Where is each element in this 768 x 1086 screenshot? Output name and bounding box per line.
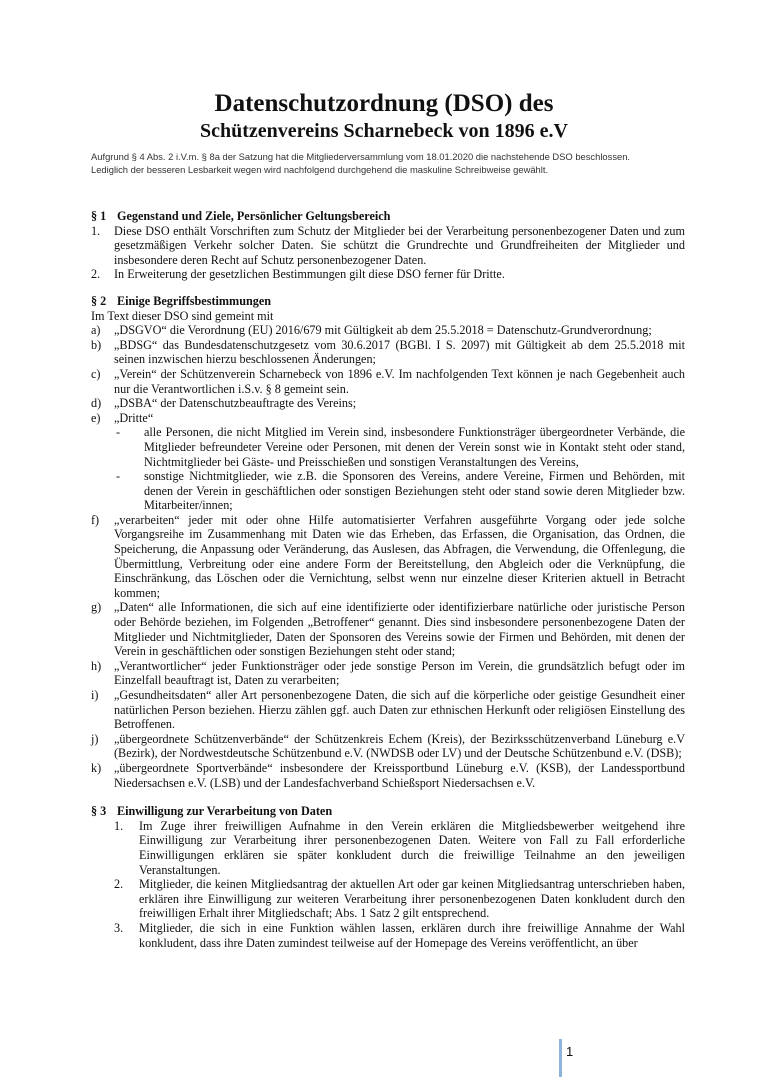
section-heading: § 2 Einige Begriffsbestimmungen — [91, 293, 272, 308]
intro-note-line1: Aufgrund § 4 Abs. 2 i.V.m. § 8a der Satzung hat die Mitgliederversammlung vom 18.01.2020 die nachstehende DSO beschlossen. — [91, 151, 631, 162]
section-heading: § 3 Einwilligung zur Verarbeitung von Daten — [91, 804, 333, 819]
list-item: f) „verarbeiten“ jeder mit oder ohne Hilfe automatisierter Verfahren ausgeführte Vorgang oder jede solche Vorgangsreihe im Zusammenhang mit Daten wie das Erheben, das Erfassen, die Organisation, das Ordnen, die Speicherung, die Anpassung oder Veränderung, das Auslesen, das Abfragen, die Verwendung, die Offenlegung, die Übermittlung, Verbreitung oder eine andere Form der Bereitstellung, den Abgleich oder die Verknüpfung, die Einschränkung, das Löschen oder die Vernichtung, selbst wenn nur einzelne dieser Kriterien aktuell in Betracht kommen; — [91, 512, 685, 600]
list-item: b) „BDSG“ das Bundesdatenschutzgesetz vom 30.6.2017 (BGBl. I S. 2097) mit Gültigkeit ab dem 25.5.2018 mit seinen inzwischen hierzu beschlossenen Änderungen; — [91, 337, 685, 367]
list-item: 1. Diese DSO enthält Vorschriften zum Schutz der Mitglieder bei der Verarbeitung personenbezogener Daten und zum gesetzmäßigen Verkehr solcher Daten. Sie schützt die Grundrechte und Grundfreiheiten der Mitglieder und insbesondere deren Recht auf Schutz personenbezogener Daten. — [91, 223, 685, 267]
list-item: c) „Verein“ der Schützenverein Scharnebeck von 1896 e.V. Im nachfolgenden Text können je nach Gegebenheit auch nur die Verantwortlichen i.S.v. § 8 gemeint sein. — [91, 366, 685, 396]
document-title: Datenschutzordnung (DSO) des — [214, 90, 554, 117]
intro-note-line2: Lediglich der besseren Lesbarkeit wegen wird nachfolgend durchgehend die maskuline Schreibweise gewählt. — [91, 164, 549, 175]
page-number: 1 — [566, 1044, 574, 1059]
list-item: g) „Daten“ alle Informationen, die sich auf eine identifizierte oder identifizierbare natürliche oder juristische Person oder Behörde beziehen, im Folgenden „Betroffener“ genannt. Dies sind insbesondere personenbezogene Daten der Mitglieder und Nichtmitglieder, Daten der Sponsoren des Vereins sowie der Firmen und Behörden, mit denen der Verein in geschäftlichen oder sonstigen Beziehungen steht oder stand; — [91, 600, 685, 659]
sub-list-item: - alle Personen, die nicht Mitglied im Verein sind, insbesondere Funktionsträger übergeordneter Verbände, die Mitglieder befreundeter Vereine oder Personen, mit denen der Verein sonst wie in Kontakt steht oder stand, Nichtmitglieder bei Gäste- und Preisschießen und sonstigen Veranstaltungen des Vereins, — [116, 425, 685, 469]
section-heading: § 1 Gegenstand und Ziele, Persönlicher Geltungsbereich — [91, 209, 391, 223]
document-body — [91, 209, 685, 950]
list-item: a) „DSGVO“ die Verordnung (EU) 2016/679 mit Gültigkeit ab dem 25.5.2018 = Datenschutz-Grundverordnung; — [91, 323, 652, 338]
list-item: d) „DSBA“ der Datenschutzbeauftragte des Vereins; — [91, 396, 357, 411]
section-intro: Im Text dieser DSO sind gemeint mit — [91, 308, 274, 323]
list-item: e) „Dritte“ — [91, 410, 154, 425]
list-item: j) „übergeordnete Schützenverbände“ der Schützenkreis Echem (Kreis), der Bezirksschützenverband Lüneburg e.V (Bezirk), der Nordwestdeutsche Schützenbund e.V. (NWDSB oder LV) und der Deutsche Schützenbund e.V. (DSB); — [91, 731, 685, 761]
list-item: k) „übergeordnete Sportverbände“ insbesondere der Kreissportbund Lüneburg e.V. (KSB), der Landessportbund Niedersachsen e.V. (LSB) und der Landesfachverband Schießsport Niedersachsen e.V. — [91, 760, 685, 790]
list-item: 1. Im Zuge ihrer freiwilligen Aufnahme in den Verein erklären die Mitgliedsbewerber weitgehend ihre Einwilligung zur Verarbeitung ihrer personenbezogenen Daten. Weitere von Fall zu Fall erforderliche Einwilligungen erklären sie später konkludent durch die freiwillige Teilnahme an den jeweiligen Veranstaltungen. — [114, 818, 685, 877]
document-subtitle: Schützenvereins Scharnebeck von 1896 e.V — [200, 120, 568, 142]
list-item: i) „Gesundheitsdaten“ aller Art personenbezogene Daten, die sich auf die körperliche oder geistige Gesundheit einer natürlichen Person beziehen. Hierzu zählen ggf. auch Daten zur ethnischen Herkunft oder religiösen Einstellung des Betroffenen. — [91, 688, 685, 732]
footer-accent-bar — [559, 1039, 562, 1077]
list-item: 3. Mitglieder, die sich in eine Funktion wählen lassen, erklären durch ihre freiwillige Annahme der Wahl konkludent, dass ihre Daten zumindest teilweise auf der Homepage des Vereins veröffentlicht, an über — [114, 920, 685, 950]
list-item: 2. In Erweiterung der gesetzlichen Bestimmungen gilt diese DSO ferner für Dritte. — [91, 267, 505, 282]
list-item: h) „Verantwortlicher“ jeder Funktionsträger oder jede sonstige Person im Verein, die grundsätzlich befugt oder im Einzelfall beauftragt ist, Daten zu verarbeiten; — [91, 658, 685, 688]
sub-list-item: - sonstige Nichtmitglieder, wie z.B. die Sponsoren des Vereins, andere Vereine, Firmen und Behörden, mit denen der Verein in geschäftlichen oder sonstigen Beziehungen steht oder stand sowie deren Mitglieder bzw. Mitarbeiter/innen; — [116, 469, 685, 513]
list-item: 2. Mitglieder, die keinen Mitgliedsantrag der aktuellen Art oder gar keinen Mitgliedsantrag unterschrieben haben, erklären ihre Einwilligung zur weiteren Verarbeitung ihrer personenbezogenen Daten konkludent durch den freiwilligen Erhalt ihrer Mitgliedschaft; Abs. 1 Satz 2 gilt entsprechend. — [114, 877, 685, 921]
